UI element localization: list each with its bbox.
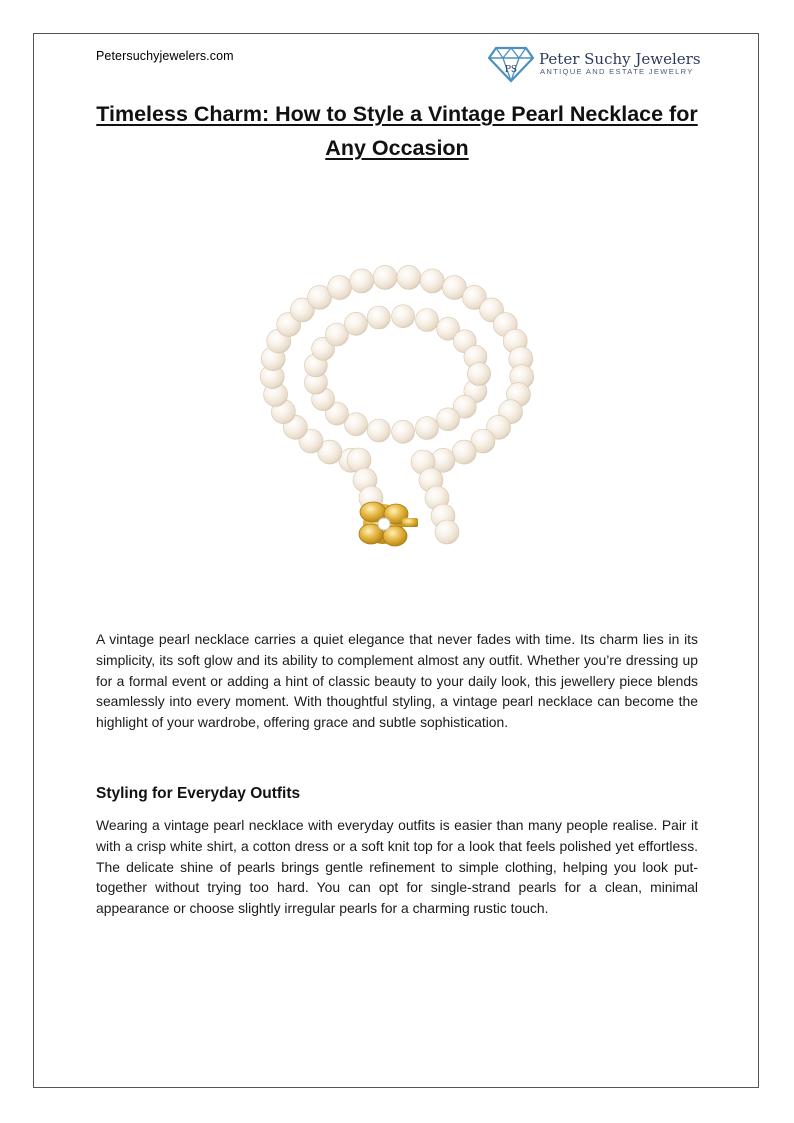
pearl (437, 408, 460, 431)
logo-name: Peter Suchy Jewelers (539, 50, 701, 68)
diamond-icon (488, 45, 534, 83)
pearl (345, 312, 368, 335)
pearl (350, 269, 374, 293)
section-paragraph: Wearing a vintage pearl necklace with everyday outfits is easier than many people realise. Pair it with a crisp white shirt, a cotton dress or a soft knit top for a look that feels polished yet effortless. The delicate shine of pearls brings gentle refinement to simple clothing, helping you look put-together without trying too hard. You can opt for single-strand pearls for a clean, minimal appearance or choose slightly irregular pearls for a charming rustic touch. (96, 817, 698, 917)
article-title: Timeless Charm: How to Style a Vintage Pearl Necklace for Any Occasion (96, 102, 698, 160)
pearl (392, 420, 415, 443)
pearl (416, 417, 439, 440)
svg-text:PS: PS (504, 65, 518, 75)
pearl (328, 276, 352, 300)
site-url[interactable]: Petersuchyjewelers.com (96, 49, 234, 63)
section-heading: Styling for Everyday Outfits (96, 785, 301, 802)
pearl (420, 269, 444, 293)
brand-logo[interactable] (488, 45, 700, 83)
flower-clasp (359, 502, 418, 546)
intro-paragraph: A vintage pearl necklace carries a quiet elegance that never fades with time. Its charm lies in its simplicity, its soft glow and its ability to complement almost any outfit. Whether you’re dressing up for a formal event or adding a hint of classic beauty to your daily look, this jewellery piece blends seamlessly into every moment. With thoughtful styling, a vintage pearl necklace can become the highlight of your wardrobe, offering grace and subtle sophistication. (96, 631, 698, 731)
pearl (367, 419, 390, 442)
pearl (435, 520, 459, 544)
pearl (397, 265, 421, 289)
pearl-necklace-image (247, 262, 547, 562)
pearl (468, 363, 491, 386)
logo-tagline: ANTIQUE AND ESTATE JEWELRY (540, 67, 694, 76)
pearl (416, 309, 439, 332)
pearl (367, 306, 390, 329)
pearl (373, 265, 397, 289)
pearl (392, 305, 415, 328)
pearl (452, 440, 476, 464)
